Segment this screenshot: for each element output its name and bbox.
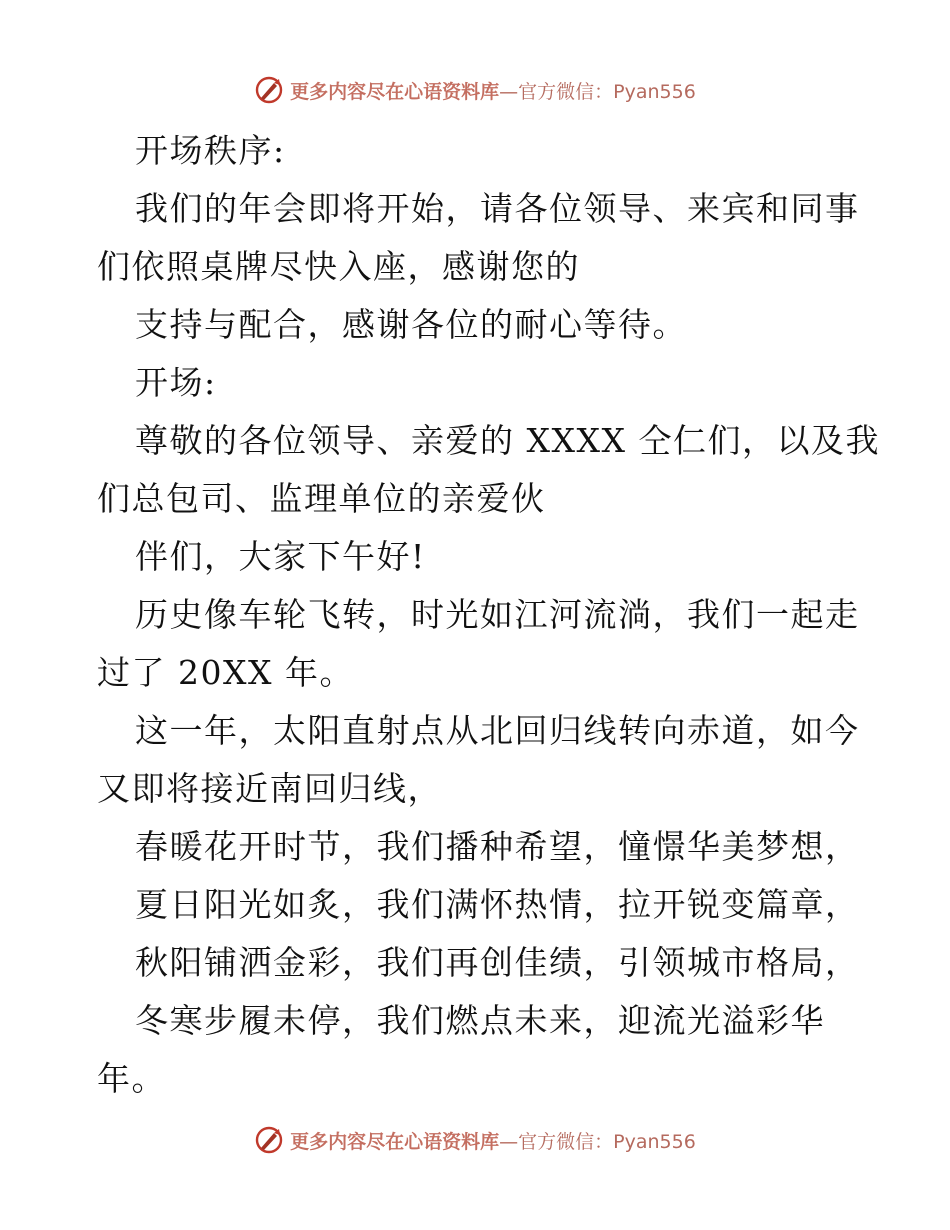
quill-logo-icon [254, 1125, 284, 1155]
text-line: 夏日阳光如炙，我们满怀热情，拉开锐变篇章， [135, 885, 860, 924]
text-line: 们总包司、监理单位的亲爱伙 [97, 479, 546, 518]
banner-main: 更多内容尽在心语资料库 [290, 1130, 500, 1153]
text-line: 秋阳铺洒金彩，我们再创佳绩，引领城市格局， [135, 943, 860, 982]
text-line: 开场秩序: [135, 131, 286, 170]
banner-sub: —官方微信：Pyan556 [499, 1130, 696, 1153]
text-line: 伴们，大家下午好! [135, 537, 426, 576]
text-line: 支持与配合，感谢各位的耐心等待。 [135, 305, 687, 344]
text-line: 年。 [97, 1059, 166, 1098]
text-line: 冬寒步履未停，我们燃点未来，迎流光溢彩华 [135, 1001, 825, 1040]
banner-main: 更多内容尽在心语资料库 [290, 80, 500, 103]
header-banner [0, 70, 950, 110]
text-line: 又即将接近南回归线， [97, 769, 442, 808]
text-line: 尊敬的各位领导、亲爱的 XXXX 仝仁们，以及我 [135, 421, 880, 460]
text-line: 历史像车轮飞转，时光如江河流淌，我们一起走 [135, 595, 860, 634]
text-line: 我们的年会即将开始，请各位领导、来宾和同事 [135, 189, 860, 228]
text-line: 开场: [135, 363, 217, 402]
document-body [97, 122, 880, 1108]
text-line: 过了 20XX 年。 [97, 653, 354, 692]
text-line: 们依照桌牌尽快入座，感谢您的 [97, 247, 580, 286]
banner-text [290, 77, 696, 104]
quill-logo-icon [254, 75, 284, 105]
banner-text [290, 1127, 696, 1154]
banner-sub: —官方微信：Pyan556 [499, 80, 696, 103]
footer-banner [0, 1120, 950, 1160]
text-line: 这一年，太阳直射点从北回归线转向赤道，如今 [135, 711, 860, 750]
text-line: 春暖花开时节，我们播种希望，憧憬华美梦想， [135, 827, 860, 866]
